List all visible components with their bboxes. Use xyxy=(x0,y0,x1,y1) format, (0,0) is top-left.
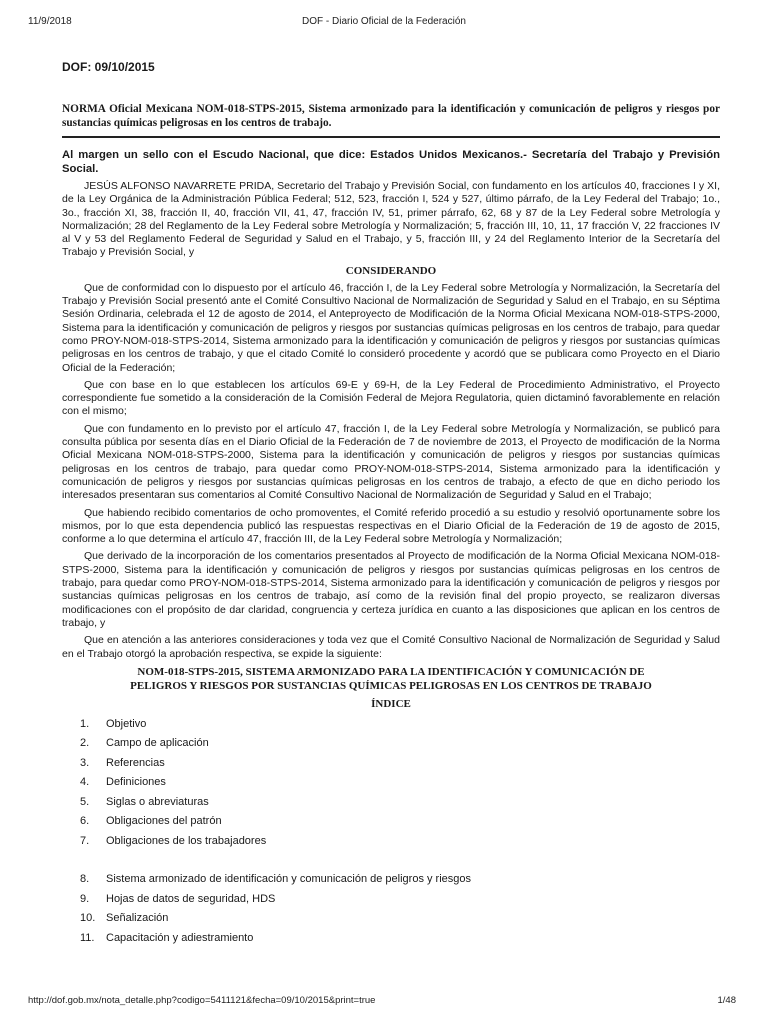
print-date: 11/9/2018 xyxy=(28,16,72,27)
print-header xyxy=(0,16,768,30)
indice-number: 4. xyxy=(80,776,90,789)
nom-heading-line: NOM-018-STPS-2015, SISTEMA ARMONIZADO PARA LA IDENTIFICACIÓN Y COMUNICACIÓN DE xyxy=(137,665,645,678)
indice-number: 5. xyxy=(80,795,90,808)
indice-heading: ÍNDICE xyxy=(371,697,411,710)
indice-label: Definiciones xyxy=(106,776,166,789)
indice-number: 8. xyxy=(80,873,90,886)
print-footer xyxy=(0,995,768,1007)
indice-label: Señalización xyxy=(106,912,169,925)
indice-number: 3. xyxy=(80,756,90,769)
indice-item xyxy=(62,929,720,949)
indice-number: 7. xyxy=(80,834,90,847)
page-number: 1/48 xyxy=(717,995,736,1006)
indice-item xyxy=(62,773,720,793)
indice-label: Sistema armonizado de identificación y comunicación de peligros y riesgos xyxy=(106,873,472,886)
indice-item xyxy=(62,890,720,910)
considerando-paragraph: Que de conformidad con lo dispuesto por el artículo 46, fracción I, de la Ley Federal sobre Metrología y Normalización, la Secretaría del Trabajo y Previsión Social presentó ante el Comité Consultivo Nacional de Normalización de Seguridad y Salud en el Trabajo, en su Séptima Sesión Ordinaria, celebrada el 12 de agosto de 2014, el Anteproyecto de Modificación de la Norma Oficial Mexicana NOM-018-STPS-2000, Sistema para la identificación y comunicación de peligros y riesgos por sustancias químicas peligrosas en los centros de trabajo, para quedar como PROY-NOM-018-STPS-2014, Sistema armonizado para la identificación y comunicación de peligros y riesgos por sustancias químicas peligrosas en los centros de trabajo, y que el citado Comité lo consideró procedente y acordó que se publicara como Proyecto en el Diario Oficial de la Federación; xyxy=(62,281,720,374)
print-url: http://dof.gob.mx/nota_detalle.php?codigo=5411121&fecha=09/10/2015&print=true xyxy=(28,995,376,1006)
indice-number: 9. xyxy=(80,892,90,905)
intro-paragraph: JESÚS ALFONSO NAVARRETE PRIDA, Secretario del Trabajo y Previsión Social, con fundamento en los artículos 40, fracciones I y XI, de la Ley Orgánica de la Administración Pública Federal; 512, 523, fracción I, 524 y 527, último párrafo, de la Ley Federal del Trabajo; 1o., 3o., fracción XI, 38, fracción II, 40, fracción VII, 41, 47, fracción IV, 51, primer párrafo, 62, 68 y 87 de la Ley Federal sobre Metrología y Normalización; 28 del Reglamento de la Ley Federal sobre Metrología y Normalización; 5, fracción III, 10, 11, 17 fracción V, 22 fracciones IV al V y 53 del Reglamento Federal de Seguridad y Salud en el Trabajo, y 5, fracción III, y 24 del Reglamento Interior de la Secretaría del Trabajo y Previsión Social, y xyxy=(62,180,720,259)
norma-title: NORMA Oficial Mexicana NOM-018-STPS-2015, Sistema armonizado para la identificación y comunicación de peligros y riesgos por sustancias químicas peligrosas en los centros de trabajo. xyxy=(62,102,720,138)
indice-item xyxy=(62,754,720,774)
considerando-paragraph: Que derivado de la incorporación de los comentarios presentados al Proyecto de modificación de la Norma Oficial Mexicana NOM-018-STPS-2000, Sistema para la identificación y comunicación de peligros y riesgos por sustancias químicas peligrosas en los centros de trabajo, para quedar como PROY-NOM-018-STPS-2014, Sistema armonizado para la identificación y comunicación de peligros y riesgos por sustancias químicas peligrosas en los centros de trabajo, así como de la revisión final del propio proyecto, se realizaron diversas modificaciones con el propósito de dar claridad, congruencia y certeza jurídica en cuanto a las disposiciones que aplican en los centros de trabajo, y xyxy=(62,550,720,629)
indice-number: 2. xyxy=(80,737,90,750)
indice-number: 1. xyxy=(80,717,90,730)
indice-number: 11. xyxy=(80,931,95,944)
considerando-paragraph: Que habiendo recibido comentarios de ocho promoventes, el Comité referido procedió a su estudio y resolvió oportunamente sobre los mismos, por lo que esta dependencia publicó las respuestas respectivas en el Diario Oficial de la Federación de 19 de agosto de 2015, conforme a lo que determina el artículo 47, fracción III, de la Ley Federal sobre Metrología y Normalización; xyxy=(62,506,720,546)
indice-item xyxy=(62,909,720,929)
indice-item xyxy=(62,832,720,852)
indice-item xyxy=(62,793,720,813)
indice-item xyxy=(62,812,720,832)
indice-label: Objetivo xyxy=(106,717,147,730)
indice-label: Hojas de datos de seguridad, HDS xyxy=(106,892,276,905)
considerando-heading: CONSIDERANDO xyxy=(345,264,437,277)
indice-item xyxy=(62,715,720,735)
dof-date: DOF: 09/10/2015 xyxy=(62,60,155,74)
nom-heading xyxy=(62,665,720,693)
document-body xyxy=(62,60,720,948)
indice-label: Capacitación y adiestramiento xyxy=(106,931,254,944)
print-title: DOF - Diario Oficial de la Federación xyxy=(302,16,466,27)
sello-notice: Al margen un sello con el Escudo Nacional, que dice: Estados Unidos Mexicanos.- Secretaría del Trabajo y Previsión Social. xyxy=(62,149,720,175)
considerando-paragraph: Que con base en lo que establecen los artículos 69-E y 69-H, de la Ley Federal de Procedimiento Administrativo, el Proyecto correspondiente fue sometido a la consideración de la Comisión Federal de Mejora Regulatoria, quien dictaminó favorablemente en relación con el mismo; xyxy=(62,378,720,418)
indice-label: Campo de aplicación xyxy=(106,737,209,750)
indice-number: 10. xyxy=(80,912,96,925)
indice-item xyxy=(62,734,720,754)
indice-label: Obligaciones del patrón xyxy=(106,815,222,828)
considerando-paragraph: Que con fundamento en lo previsto por el artículo 47, fracción I, de la Ley Federal sobre Metrología y Normalización, se publicó para consulta pública por sesenta días en el Diario Oficial de la Federación de 7 de noviembre de 2013, el Proyecto de modificación de la Norma Oficial Mexicana NOM-018-STPS-2000, Sistema para la identificación y comunicación de peligros y riesgos por sustancias químicas peligrosas en los centros de trabajo, para quedar como PROY-NOM-018-STPS-2014, Sistema armonizado para la identificación y comunicación de peligros y riesgos por sustancias químicas peligrosas en los centros de trabajo, a efecto de que en dicho periodo los interesados presentaran sus comentarios al Comité Consultivo Nacional de Normalización de Seguridad y Salud en el Trabajo; xyxy=(62,422,720,502)
indice-list xyxy=(62,715,720,949)
indice-label: Referencias xyxy=(106,756,165,769)
indice-label: Siglas o abreviaturas xyxy=(106,795,209,808)
indice-label: Obligaciones de los trabajadores xyxy=(106,834,267,847)
considerando-paragraph: Que en atención a las anteriores consideraciones y toda vez que el Comité Consultivo Nacional de Normalización de Seguridad y Salud en el Trabajo otorgó la aprobación respectiva, se expide la siguiente: xyxy=(62,634,720,660)
indice-number: 6. xyxy=(80,815,90,828)
indice-item xyxy=(62,870,720,890)
nom-heading-line: PELIGROS Y RIESGOS POR SUSTANCIAS QUÍMICAS PELIGROSAS EN LOS CENTROS DE TRABAJO xyxy=(130,679,652,692)
